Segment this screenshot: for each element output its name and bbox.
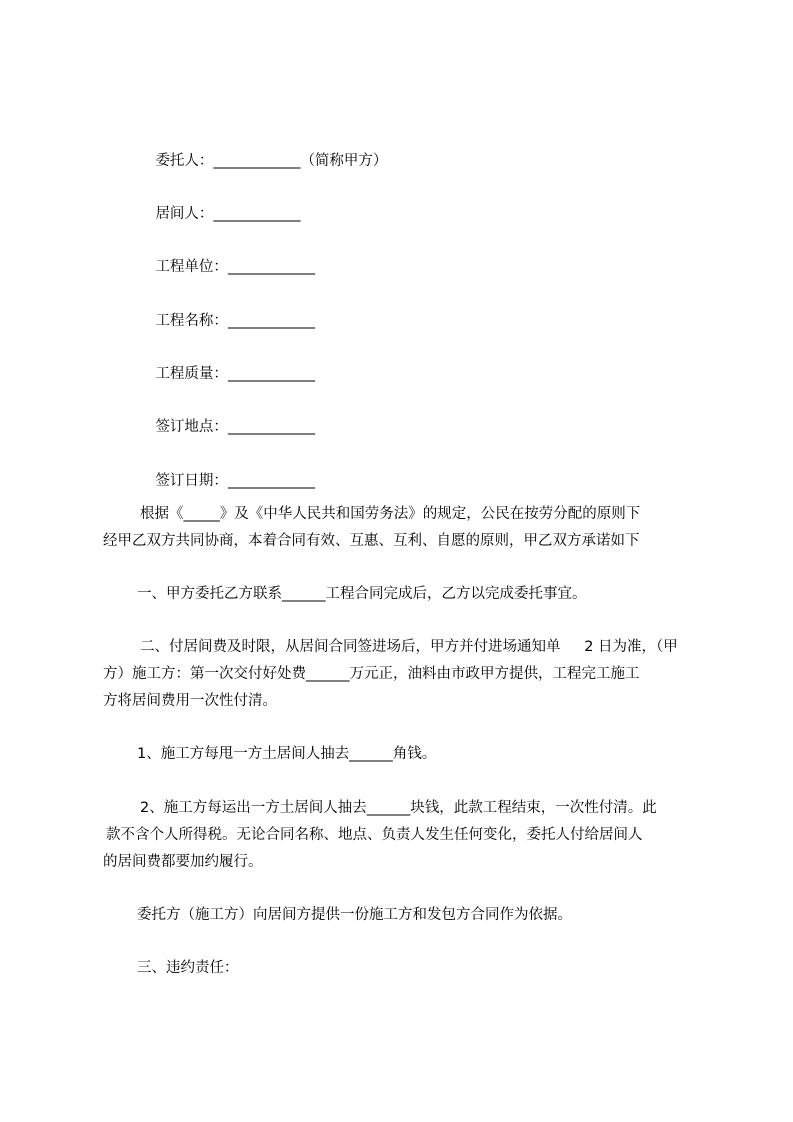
field-label: 委托人： xyxy=(155,153,214,169)
clause-2-line-2: 方）施工方：第一次交付好处费______万元正，油料由市政甲方提供，工程完工施工 xyxy=(103,666,640,682)
field-blank: ____________ xyxy=(213,153,301,169)
clause-2-item-2-line-3: 的居间费都要加约履行。 xyxy=(103,854,263,870)
clause-2-item-2-line-2: 款不含个人所得税。无论合同名称、地点、负责人发生任何变化，委托人付给居间人 xyxy=(106,827,643,843)
clause-2-item-2-line-1: 2、施工方每运出一方土居间人抽去______块钱，此款工程结束，一次性付清。此 xyxy=(140,800,657,816)
field-broker xyxy=(137,184,300,244)
field-suffix: （简称甲方） xyxy=(300,153,388,169)
field-label: 签订日期： xyxy=(155,473,228,489)
clause-2-line-3: 方将居间费用一次性付清。 xyxy=(103,693,277,709)
field-label: 工程单位： xyxy=(155,259,228,275)
field-project-quality xyxy=(137,344,315,404)
field-blank: ____________ xyxy=(213,206,301,222)
field-blank: ____________ xyxy=(227,313,315,329)
field-signing-place xyxy=(137,397,315,457)
field-blank: ____________ xyxy=(227,259,315,275)
field-label: 工程质量： xyxy=(155,366,228,382)
field-project-unit xyxy=(137,237,315,297)
clause-3-heading: 三、违约责任： xyxy=(137,960,239,976)
clause-2-item-1: 1、施工方每甩一方土居间人抽去______角钱。 xyxy=(137,746,437,762)
paragraph-basis-line-2: 经甲乙双方共同协商，本着合同有效、互惠、互利、自愿的原则，甲乙双方承诺如下 xyxy=(103,533,640,549)
field-blank: ____________ xyxy=(227,419,315,435)
field-label: 工程名称： xyxy=(155,313,228,329)
field-signing-date xyxy=(137,451,315,511)
field-blank: ____________ xyxy=(227,366,315,382)
clause-2-line-1: 二、付居间费及时限，从居间合同签进场后，甲方并付进场通知单 2 日为准，（甲 xyxy=(140,639,678,655)
field-label: 签订地点： xyxy=(155,419,228,435)
clause-1: 一、甲方委托乙方联系______工程合同完成后，乙方以完成委托事宜。 xyxy=(137,586,587,602)
field-label: 居间人： xyxy=(155,206,214,222)
field-blank: ____________ xyxy=(227,473,315,489)
contract-basis-note: 委托方（施工方）向居间方提供一份施工方和发包方合同作为依据。 xyxy=(137,907,572,923)
field-client xyxy=(137,131,387,191)
paragraph-basis-line-1: 根据《_____》及《中华人民共和国劳务法》的规定，公民在按劳分配的原则下 xyxy=(140,506,641,522)
field-project-name xyxy=(137,291,315,351)
